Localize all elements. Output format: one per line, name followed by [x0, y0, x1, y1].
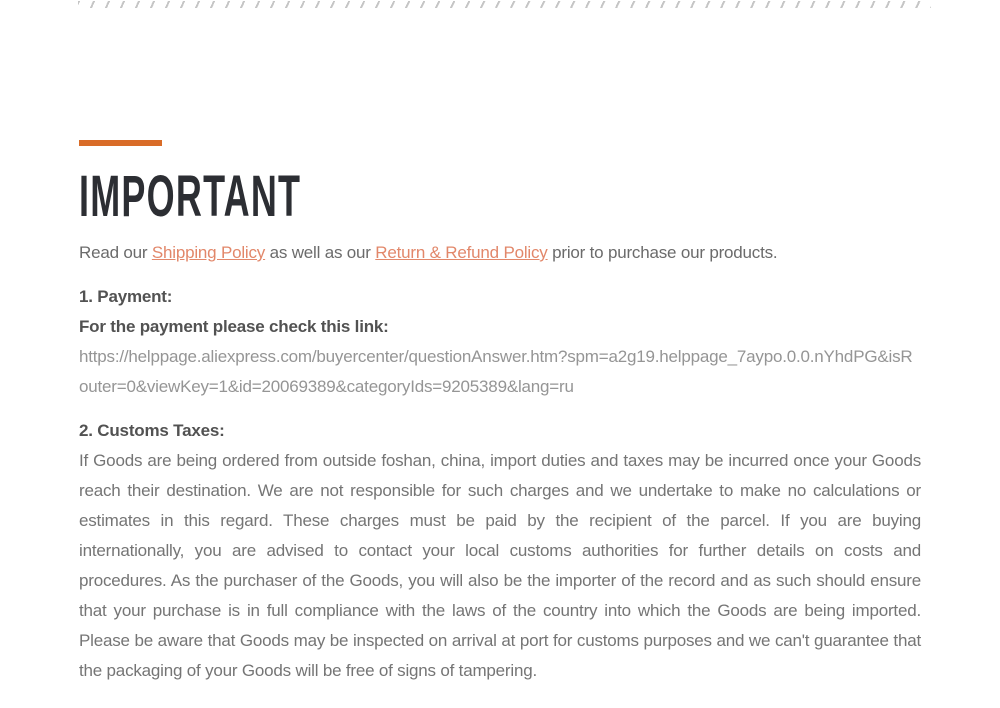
return-refund-policy-link[interactable]: Return & Refund Policy [375, 243, 548, 262]
accent-bar [79, 140, 162, 146]
shipping-policy-link[interactable]: Shipping Policy [151, 243, 266, 262]
important-section [79, 140, 921, 686]
payment-heading: 1. Payment: [79, 287, 173, 306]
customs-body-text: If Goods are being ordered from outside foshan, china, import duties and taxes may be incurred once your Goods reach their destination. We are not responsible for such charges and we undertake to make no calculations or estimates in this regard. These charges must be paid by the recipient of the parcel. If you are buying internationally, you are advised to contact your local customs authorities for further details on costs and procedures. As the purchaser of the Goods, you will also be the importer of the record and as such should ensure that your purchase is in full compliance with the laws of the country into which the Goods are being imported. Please be aware that Goods may be inspected on arrival at port for customs purposes and we can't guarantee that the packaging of your Goods will be free of signs of tampering. [79, 451, 921, 680]
intro-text-post: prior to purchase our products. [547, 243, 778, 262]
intro-text-mid: as well as our [265, 243, 376, 262]
intro-text-pre: Read our [79, 243, 152, 262]
payment-help-url: https://helppage.aliexpress.com/buyercenter/questionAnswer.htm?spm=a2g19.helppage_7aypo.0.0.nYhdPG&isRouter=0&viewKey=1&id=20069389&categoryIds=9205389&lang=ru [79, 347, 913, 396]
page-title-text: IMPORTANT [79, 164, 302, 229]
payment-subheading: For the payment please check this link: [79, 317, 389, 336]
customs-heading: 2. Customs Taxes: [79, 421, 225, 440]
page-title [79, 164, 921, 229]
customs-section [79, 416, 921, 686]
payment-section [79, 282, 921, 402]
intro-paragraph [79, 238, 921, 268]
dashed-divider [78, 1, 931, 8]
